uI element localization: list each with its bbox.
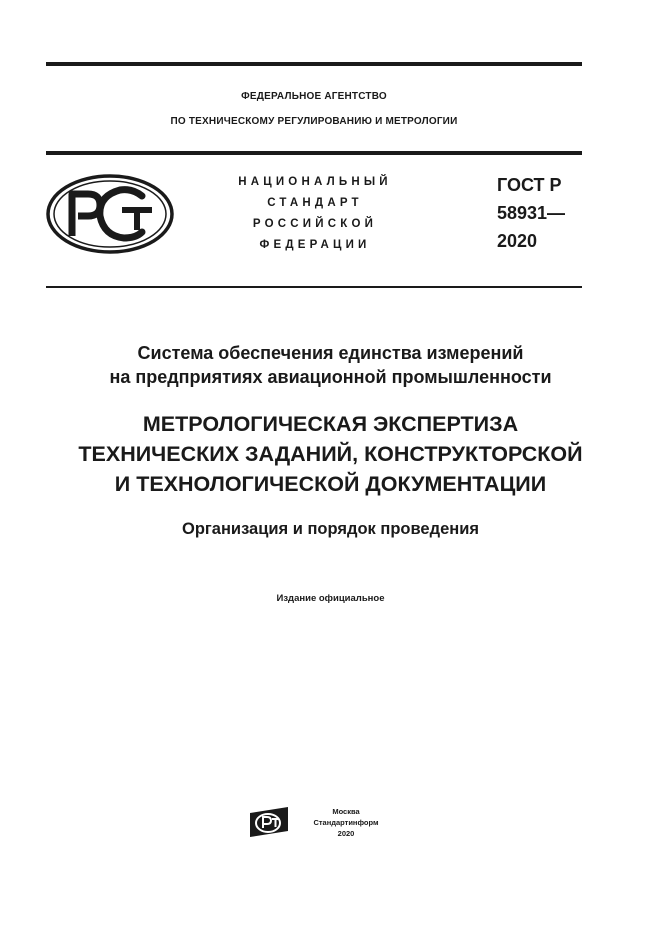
standard-type-line: СТАНДАРТ [267, 197, 363, 209]
title-line: ТЕХНИЧЕСКИХ ЗАДАНИЙ, КОНСТРУКТОРСКОЙ [78, 442, 583, 466]
standard-designation [497, 171, 597, 255]
edition-note: Издание официальное [276, 593, 385, 604]
standard-type-line: РОССИЙСКОЙ [252, 218, 378, 230]
publisher-year: 2020 [337, 829, 355, 838]
publisher-city: Москва [332, 807, 360, 816]
agency-line-2: ПО ТЕХНИЧЕСКОМУ РЕГУЛИРОВАНИЮ И МЕТРОЛОГИИ [170, 116, 458, 127]
document-title [30, 409, 631, 499]
header-rule [46, 151, 582, 155]
standard-type [205, 172, 425, 256]
top-rule [46, 62, 582, 66]
document-subtitle-2: Организация и порядок проведения [182, 520, 479, 538]
document-subtitle [30, 341, 631, 389]
standard-type-line: НАЦИОНАЛЬНЫЙ [238, 176, 392, 188]
designation-line: 58931— [497, 203, 566, 223]
designation-line: 2020 [497, 231, 538, 251]
agency-line-1: ФЕДЕРАЛЬНОЕ АГЕНТСТВО [241, 91, 387, 102]
publisher-name: Стандартинформ [313, 818, 379, 827]
header-bottom-rule [46, 286, 582, 288]
title-line: МЕТРОЛОГИЧЕСКАЯ ЭКСПЕРТИЗА [142, 412, 519, 436]
publisher-info [306, 806, 386, 839]
standard-type-line: ФЕДЕРАЦИИ [259, 239, 371, 251]
publisher-logo-icon [248, 805, 288, 839]
title-line: И ТЕХНОЛОГИЧЕСКОЙ ДОКУМЕНТАЦИИ [114, 472, 547, 496]
subtitle-line: Система обеспечения единства измерений [137, 343, 524, 363]
subtitle-line: на предприятиях авиационной промышленности [109, 367, 552, 387]
rst-mark-icon [46, 174, 174, 254]
designation-line: ГОСТ Р [497, 175, 562, 195]
